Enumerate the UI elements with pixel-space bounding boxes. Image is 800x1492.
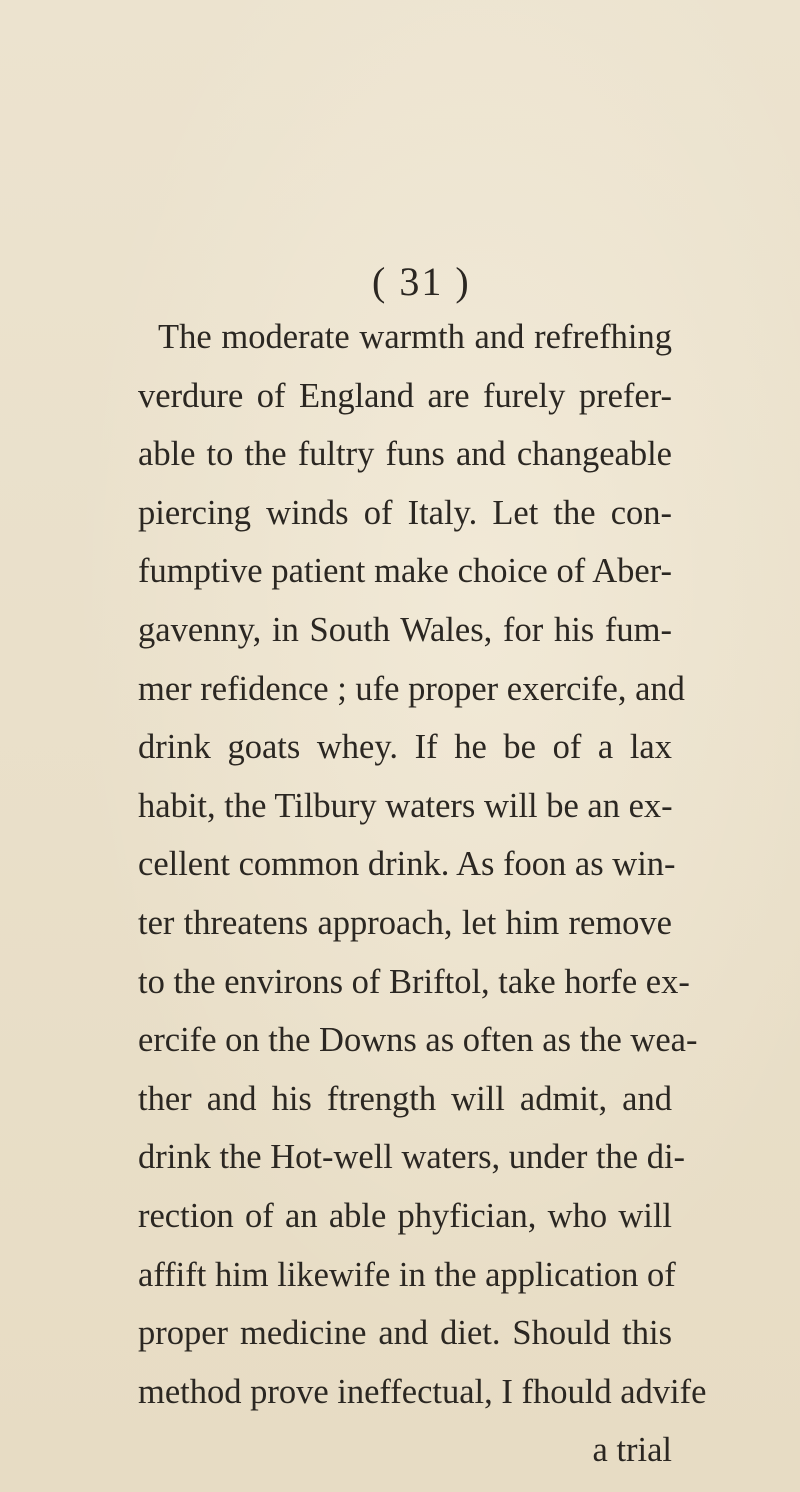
- text-line: gavenny, in South Wales, for his fum-: [138, 610, 672, 649]
- text-line: drink the Hot-well waters, under the di-: [138, 1138, 686, 1177]
- text-line: The moderate warmth and refrefhing: [158, 318, 672, 356]
- text-line: method prove ineffectual, I fhould advife: [138, 1372, 707, 1411]
- text-line: habit, the Tilbury waters will be an ex-: [138, 786, 673, 825]
- text-line: drink goats whey. If he be of a lax: [138, 728, 672, 767]
- text-line: fumptive patient make choice of Aber-: [138, 552, 672, 591]
- text-line: piercing winds of Italy. Let the con-: [138, 493, 672, 532]
- text-line: mer refidence ; ufe proper exercife, and: [138, 669, 685, 708]
- body-text: [138, 308, 707, 1480]
- text-line: cellent common drink. As foon as win-: [138, 845, 676, 884]
- text-line: proper medicine and diet. Should this: [138, 1314, 672, 1353]
- page-number: ( 31 ): [372, 259, 471, 304]
- text-line: ercife on the Downs as often as the wea-: [138, 1021, 698, 1060]
- text-line: affift him likewife in the application of: [138, 1255, 676, 1294]
- text-line: to the environs of Briftol, take horfe ex-: [138, 962, 690, 1001]
- text-line: ter threatens approach, let him remove: [138, 903, 672, 942]
- text-line: verdure of England are furely prefer-: [138, 376, 672, 415]
- text-line: rection of an able phyfician, who will: [138, 1196, 672, 1235]
- text-line: ther and his ftrength will admit, and: [138, 1079, 672, 1118]
- text-line: able to the fultry funs and changeable: [138, 435, 672, 474]
- catchword: a trial: [592, 1431, 672, 1470]
